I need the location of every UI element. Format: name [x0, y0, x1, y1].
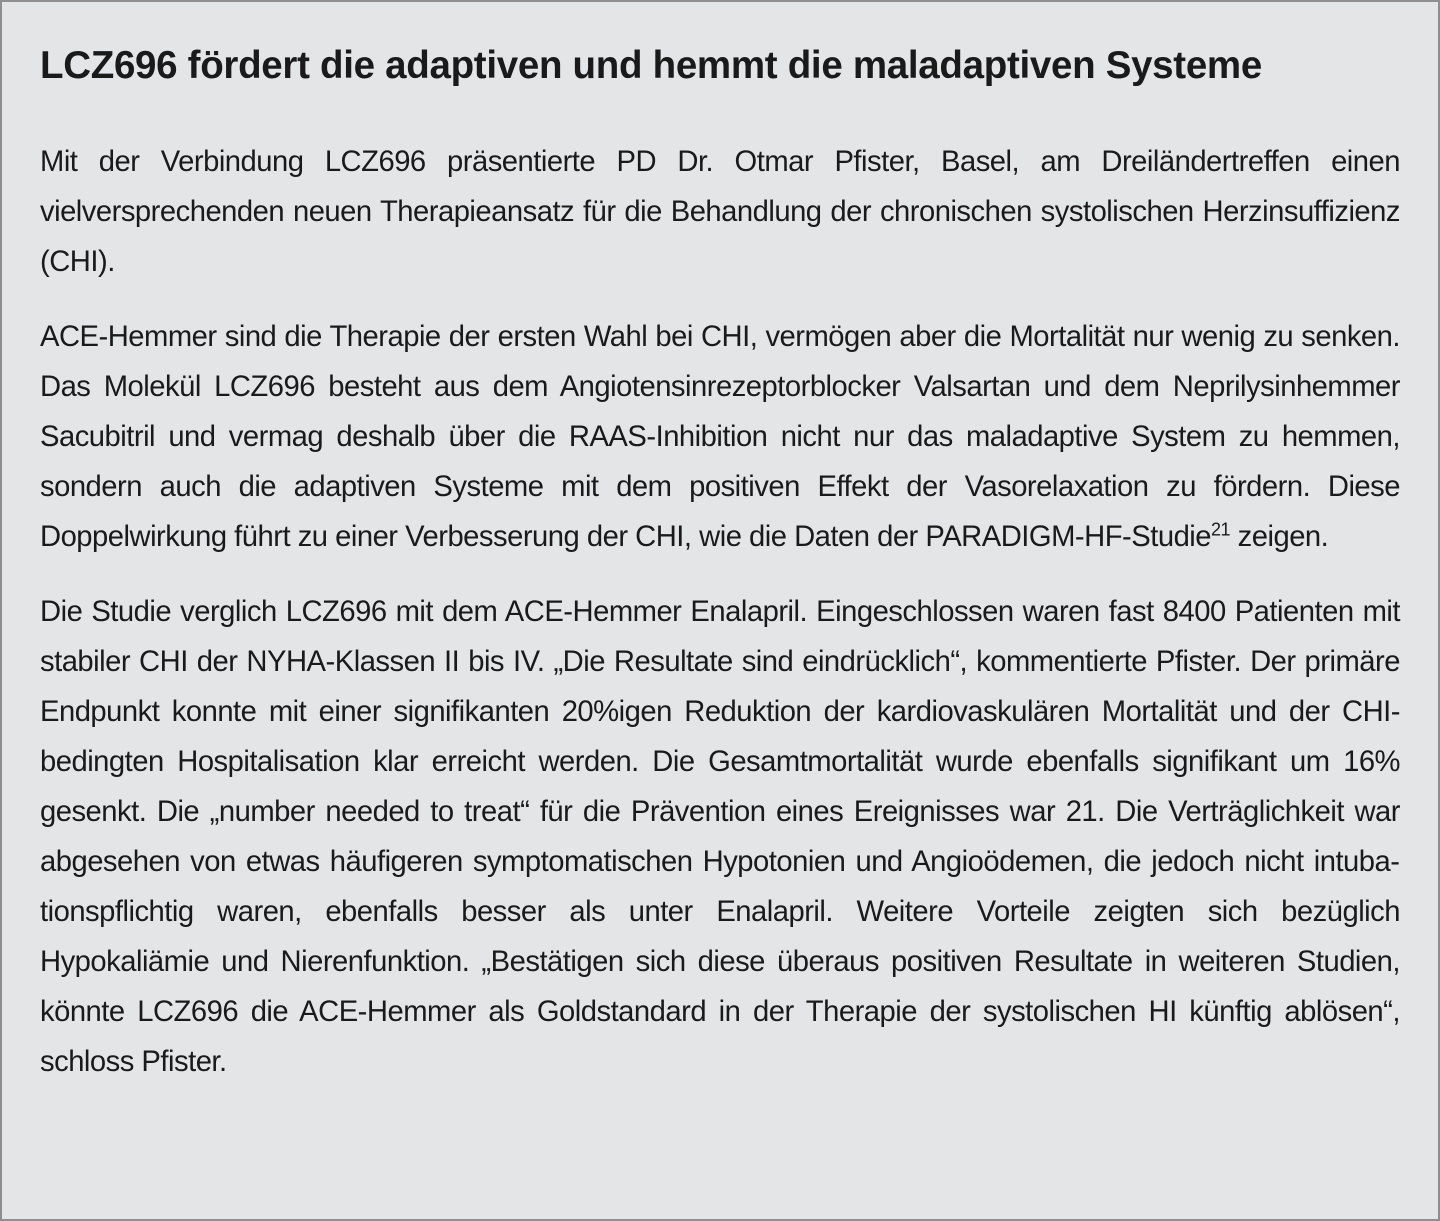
paragraph-1: Mit der Verbindung LCZ696 präsentierte PD Dr. Otmar Pfister, Basel, am Dreiländertreffen einen vielversprechenden neuen Therapieansatz für die Behandlung der chronischen systolischen Herzinsuffizienz (CHI).: [40, 146, 1400, 278]
paragraph-2: [40, 312, 1400, 562]
paragraph-3: Die Studie verglich LCZ696 mit dem ACE-Hemmer Enalapril. Eingeschlossen waren fast 8400 Patienten mit stabiler CHI der NYHA-Klassen II bis IV. „Die Resultate sind eindrücklich“, kommentierte Pfister. Der primäre Endpunkt konnte mit einer signifikanten 20%igen Reduktion der kardiovaskulären Mortalität und der CHI-bedingten Hospitalisation klar erreicht werden. Die Gesamtmortalität wurde ebenfalls signifikant um 16% gesenkt. Die „number needed to treat“ für die Prävention eines Ereignisses war 21. Die Verträglichkeit war abgesehen von etwas häufigeren symptomatischen Hypotonien und Angioödemen, die jedoch nicht intubationspflichtig waren, ebenfalls besser als unter Enalapril. Weitere Vorteile zeigten sich bezüglich Hypokaliämie und Nierenfunktion. „Bestätigen sich diese überaus positiven Resultate in weiteren Studien, könnte LCZ696 die ACE-Hemmer als Goldstandard in der Therapie der systolischen HI künftig ablösen“, schloss Pfister.: [40, 596, 1400, 1078]
paragraph-2-text: ACE-Hemmer sind die Therapie der ersten Wahl bei CHI, vermögen aber die Mortalität nur wenig zu senken. Das Molekül LCZ696 besteht aus dem Angiotensinrezeptorblocker Valsartan und dem Neprilysinhemmer Sacubitril und vermag deshalb über die RAAS-Inhibition nicht nur das maladaptive System zu hemmen, sondern auch die adaptiven Systeme mit dem positiven Effekt der Vasorelaxation zu fördern. Diese Doppelwirkung führt zu einer Verbesserung der CHI, wie die Daten der PARADIGM-HF-Studie: [40, 321, 1400, 553]
paragraph-2-tail: zeigen.: [1230, 521, 1329, 553]
box-title: LCZ696 fördert die adaptiven und hemmt die maladaptiven Systeme: [40, 44, 1262, 87]
reference-superscript: 21: [1211, 519, 1231, 540]
